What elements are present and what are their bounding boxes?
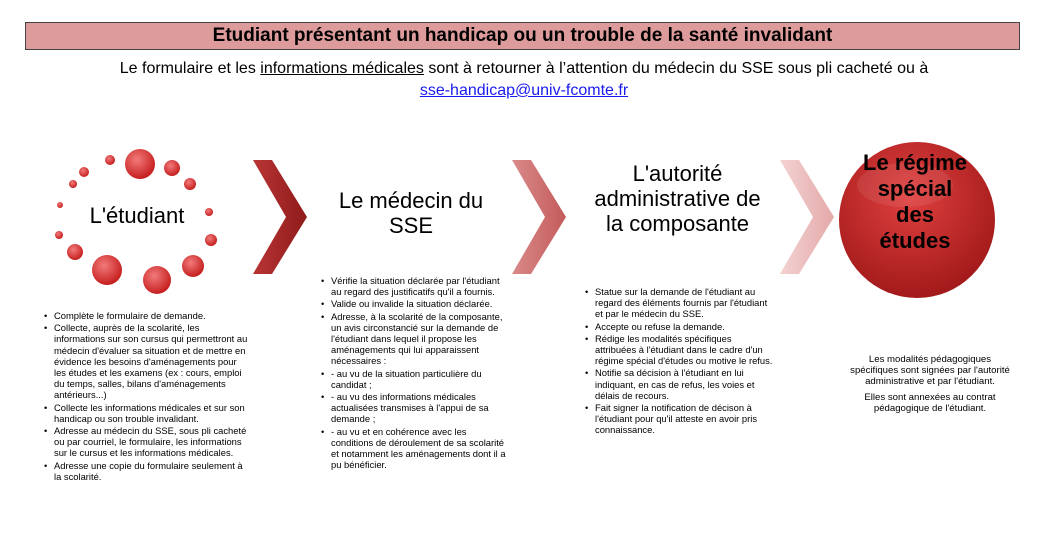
list-item: • Statue sur la demande de l'étudiant au regard des éléments fournis par l'étudiant et par le médecin du SSE.: [585, 286, 775, 320]
list-item: • Valide ou invalide la situation déclarée.: [321, 298, 506, 309]
list-item: • Fait signer la notification de décison à l'étudiant pour qu'il atteste en avoir pris connaissance.: [585, 402, 775, 436]
regime-paragraph: Elles sont annexées au contrat pédagogique de l'étudiant.: [864, 391, 996, 414]
regime-paragraph: Les modalités pédagogiques spécifiques sont signées par l'autorité administrative et par l'étudiant.: [850, 354, 1010, 388]
arrow-3: [780, 160, 834, 274]
list-item: • Adresse, à la scolarité de la composante, un avis circonstancié sur la demande de l'étudiant dans lequel il propose les aménagements qui lui apparaissent nécessaires :: [321, 311, 506, 367]
subtitle-after: sont à retourner à l’attention du médecin du SSE sous pli cacheté ou à: [423, 60, 929, 77]
list-item: • Vérifie la situation déclarée par l'étudiant au regard des justificatifs qu'il a fournis.: [321, 275, 506, 297]
list-item: • Rédige les modalités spécifiques attribuées à l'étudiant dans le cadre d'un régime spécial d'études ou motive le refus.: [585, 333, 775, 367]
stage-student-title: L'étudiant: [89, 203, 185, 228]
stage-regime-text: [850, 354, 1010, 418]
subtitle: [0, 58, 1048, 79]
list-item: • Notifie sa décision à l'étudiant en lui indiquant, en cas de refus, les voies et délais de recours.: [585, 367, 775, 401]
list-item: • - au vu des informations médicales actualisées transmises à l'appui de sa demande ;: [321, 391, 506, 425]
stage-doctor-title: Le médecin du SSE: [338, 188, 484, 238]
stage-regime-title: [842, 150, 988, 254]
list-item: • Adresse une copie du formulaire seulement à la scolarité.: [44, 460, 249, 482]
arrow-1: [253, 160, 307, 274]
email-link[interactable]: sse-handicap@univ-fcomte.fr: [419, 82, 629, 99]
list-item: • Adresse au médecin du SSE, sous pli cacheté ou par courriel, le formulaire, les informations sur le cursus et les informations médicales.: [44, 425, 249, 459]
stage-authority-list: [585, 286, 775, 437]
list-item: • Accepte ou refuse la demande.: [585, 321, 775, 332]
subtitle-before: Le formulaire et les: [119, 60, 261, 77]
list-item: • Complète le formulaire de demande.: [44, 310, 249, 321]
stage-doctor-list: [321, 275, 506, 471]
page-banner-title: Etudiant présentant un handicap ou un trouble de la santé invalidant: [25, 22, 1020, 50]
subtitle-medical-info: informations médicales: [260, 60, 424, 77]
stage-regime-title-text: Le régime spécial des études: [863, 150, 967, 253]
stage-student-list: [44, 310, 249, 483]
arrow-2: [512, 160, 566, 274]
list-item: • - au vu de la situation particulière du candidat ;: [321, 368, 506, 390]
list-item: • - au vu et en cohérence avec les conditions de déroulement de sa scolarité et notamment les aménagements dont il a pu bénéficier.: [321, 426, 506, 471]
stage-authority-title: L'autorité administrative de la composante: [594, 161, 761, 236]
list-item: • Collecte, auprès de la scolarité, les informations sur son cursus qui permettront au médecin d'évaluer sa situation et de mettre en évidence les besoins d'aménagements pour les études et les examens (ex : cours, emploi du temps, salles, bilans d'aménagements antérieurs...): [44, 322, 249, 400]
list-item: • Collecte les informations médicales et sur son handicap ou son trouble invalidant.: [44, 402, 249, 424]
